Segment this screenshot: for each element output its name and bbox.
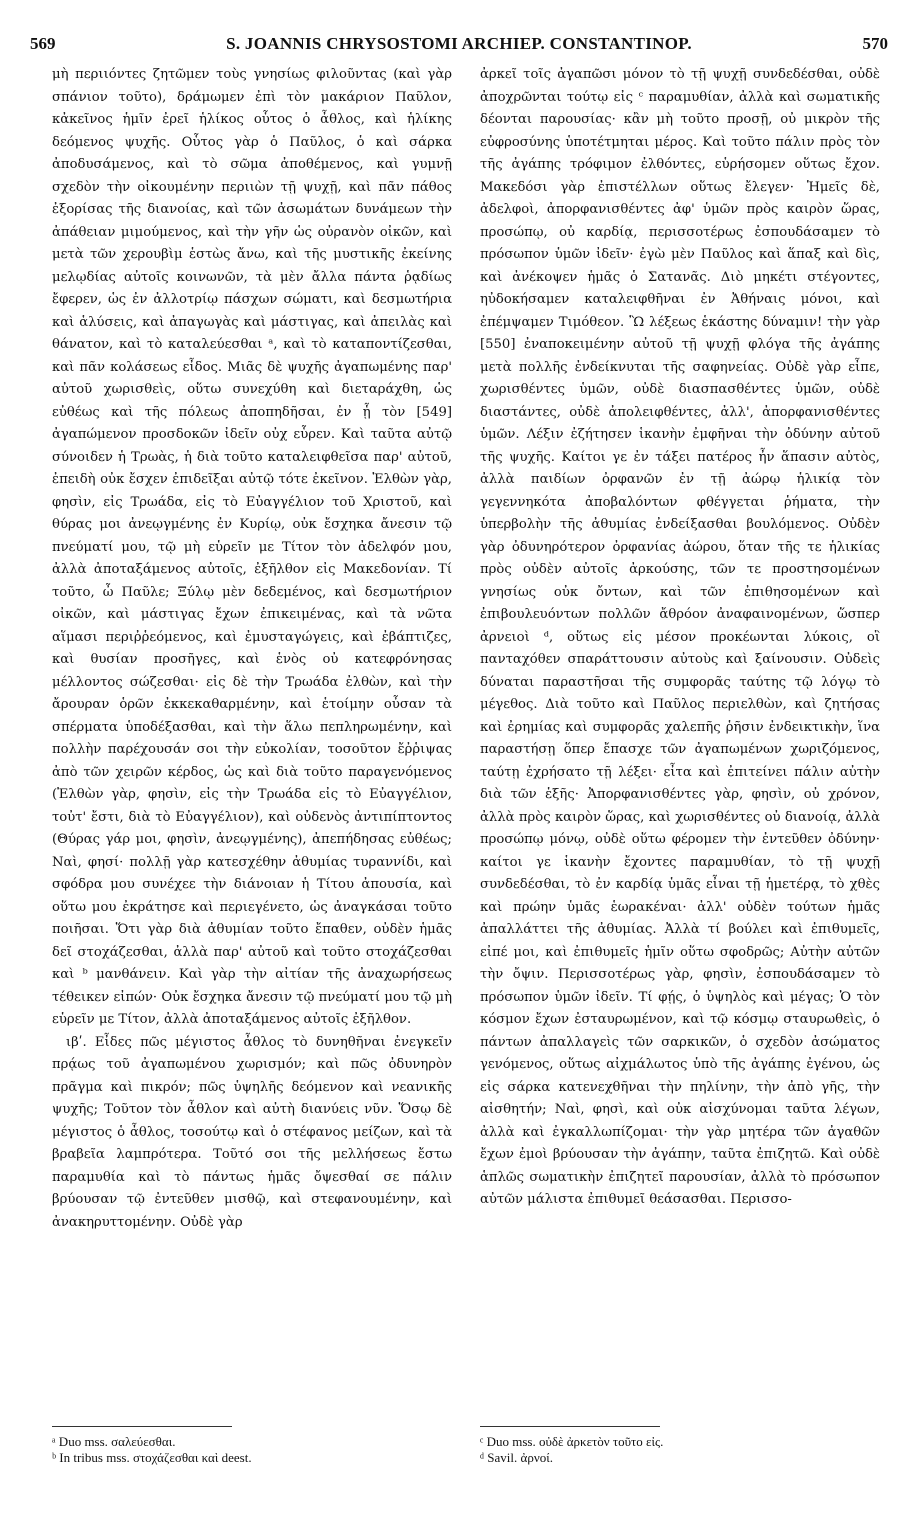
left-column — [52, 64, 452, 1234]
page-header — [30, 34, 888, 58]
page-number-right: 570 — [862, 34, 888, 53]
running-title: S. JOANNIS CHRYSOSTOMI ARCHIEP. CONSTANTINOP. — [226, 34, 692, 53]
footnote: ᵃ Duo mss. σαλεύεσθαι. — [52, 1434, 176, 1449]
footnote-rule-right — [480, 1426, 660, 1427]
footnote: ᵇ In tribus mss. στοχάζεσθαι καὶ deest. — [52, 1450, 252, 1465]
left-paragraph: ιβʹ. Εἶδες πῶς μέγιστος ἆθλος τὸ δυνηθῆναι ἐνεγκεῖν πρᾴως τοῦ ἀγαπωμένου χωρισμόν; καὶ πῶς ὀδυνηρὸν πρᾶγμα καὶ πικρόν; πῶς ὑψηλῆς δεόμενον καὶ νεανικῆς ψυχῆς; Τοῦτον τὸν ἆθλον καὶ αὐτὴ διανύεις νῦν. Ὅσῳ δὲ μέγιστος ὁ ἆθλος, τοσούτῳ καὶ ὁ στέφανος μείζων, καὶ τὰ βραβεῖα λαμπρότερα. Τοῦτό σοι τῆς μελλήσεως ἔστω παραμυθία καὶ τὸ πάντως ἡμᾶς ὄψεσθαί σε πάλιν βρύουσαν τῷ ἐντεῦθεν μισθῷ, καὶ στεφανουμένην, καὶ ἀνακηρυττομένην. Οὐδὲ γὰρ — [52, 1034, 452, 1230]
left-paragraph: μὴ περιιόντες ζητῶμεν τοὺς γνησίως φιλοῦντας (καὶ γὰρ σπάνιον τοῦτο), δράμωμεν ἐπὶ τὸν μακάριον Παῦλον, κἀκεῖνος ἡμῖν ἐρεῖ ἡλίκος οὗτος ὁ ἆθλος, καὶ ἡλίκης δεόμενος ψυχῆς. Οὗτος γὰρ ὁ Παῦλος, ὁ καὶ σάρκα ἀποδυσάμενος, καὶ τὸ σῶμα ἀποθέμενος, καὶ γυμνῇ σχεδὸν τὴν οἰκουμένην περιιὼν τῇ ψυχῇ, καὶ πᾶν πάθος ἐξορίσας τῆς διανοίας, καὶ τῶν ἀσωμάτων δυνάμεων τὴν ἀπάθειαν μιμούμενος, καὶ τὴν γῆν ὡς οὐρανὸν οἰκῶν, καὶ μετὰ τῶν χερουβὶμ ἑστὼς ἄνω, καὶ τῆς μυστικῆς ἐκείνης μελῳδίας αὐτοῖς κοινωνῶν, τὰ μὲν ἄλλα πάντα ῥᾳδίως ἔφερεν, ὡς ἐν ἀλλοτρίῳ πάσχων σώματι, καὶ δεσμωτήρια καὶ ἁλύσεις, καὶ ἀπαγωγὰς καὶ μάστιγας, καὶ ἀπειλὰς καὶ θάνατον, καὶ τὸ καταλεύεσθαι ᵃ, καὶ τὸ καταποντίζεσθαι, καὶ πᾶν κολάσεως εἶδος. Μιᾶς δὲ ψυχῆς ἀγαπωμένης παρ' αὐτοῦ χωρισθεὶς, οὕτω συνεχύθη καὶ διεταράχθη, ὡς εὐθέως καὶ τῆς πόλεως ἀποπηδῆσαι, ἐν ᾗ τὸν [549] ἀγαπώμενον προσδοκῶν ἰδεῖν οὐχ εὗρεν. Καὶ ταῦτα αὐτῷ σύνοιδεν ἡ Τρωὰς, ἡ διὰ τοῦτο καταλειφθεῖσα παρ' αὐτοῦ, ἐπειδὴ οὐκ ἔσχεν ἐπιδεῖξαι αὐτῷ τότε ἐκεῖνον. Ἐλθὼν γὰρ, φησὶν, εἰς Τρωάδα, εἰς τὸ Εὐαγγέλιον τοῦ Χριστοῦ, καὶ θύρας μοι ἀνεῳγμένης ἐν Κυρίῳ, οὐκ ἔσχηκα ἄνεσιν τῷ πνεύματί μου, τῷ μὴ εὑρεῖν με Τίτον τὸν ἀδελφόν μου, ἀλλὰ ἀποταξάμενος αὐτοῖς, ἐξῆλθον εἰς Μακεδονίαν. Τί τοῦτο, ὦ Παῦλε; Ξύλῳ μὲν δεδεμένος, καὶ δεσμωτήριον οἰκῶν, καὶ μάστιγας ἔχων ἐπικειμένας, καὶ τὰ νῶτα αἵμασι περιῤῥεόμενος, καὶ ἐμυσταγώγεις, καὶ ἐβάπτιζες, καὶ θυσίαν προσῆγες, καὶ ἑνὸς οὐ κατεφρόνησας μέλλοντος σώζεσθαι· εἰς δὲ τὴν Τρωάδα ἐλθὼν, καὶ τὴν ἄρουραν ὁρῶν ἐκκεκαθαρμένην, καὶ ἑτοίμην οὖσαν τὰ σπέρματα ὑποδέξασθαι, καὶ τὴν ἅλω πεπληρωμένην, καὶ πολλὴν παρέχουσάν σοι τὴν εὐκολίαν, τοσοῦτον ἔῤῥιψας ἀπὸ τῶν χειρῶν κέρδος, ὡς καὶ διὰ τοῦτο παραγενόμενος (Ἐλθὼν γὰρ, φησὶν, εἰς τὴν Τρωάδα εἰς τὸ Εὐαγγέλιον, τοὐτ' ἔστι, διὰ τὸ Εὐαγγέλιον), καὶ οὐδενὸς ἀντιπίπτοντος (Θύρας γάρ μοι, φησὶν, ἀνεῳγμένης), ἀπεπήδησας εὐθέως; Ναὶ, φησί· πολλῇ γὰρ κατεσχέθην ἀθυμίας τυραννίδι, καὶ σφόδρα μου συνέχεε τὴν διάνοιαν ἡ Τίτου ἀπουσία, καὶ οὕτω μου ἐκράτησε καὶ περιεγένετο, ὡς ἀναγκάσαι τοῦτο ποιῆσαι. Ὅτι γὰρ διὰ ἀθυμίαν τοῦτο ἔπαθεν, οὐδὲν ἡμᾶς δεῖ στοχάζεσθαι, ἀλλὰ παρ' αὐτοῦ καὶ τοῦτο στοχάζεσθαι καὶ ᵇ μανθάνειν. Καὶ γὰρ τὴν αἰτίαν τῆς ἀναχωρήσεως τέθεικεν εἰπών· Οὐκ ἔσχηκα ἄνεσιν τῷ πνεύματί μου τῷ μὴ εὑρεῖν με Τίτον, ἀλλὰ ἀποταξάμενος αὐτοῖς ἐξῆλθον. — [52, 67, 452, 1027]
footnotes-right — [480, 1434, 663, 1466]
page-number-left: 569 — [30, 34, 56, 53]
footnotes-left — [52, 1434, 252, 1466]
right-paragraph: ἀρκεῖ τοῖς ἀγαπῶσι μόνον τὸ τῇ ψυχῇ συνδεδέσθαι, οὐδὲ ἀποχρῶνται τούτῳ εἰς ᶜ παραμυθίαν, ἀλλὰ καὶ σωματικῆς δέονται παρουσίας· κἂν μὴ τοῦτο προσῇ, οὐ μικρὸν τῆς εὐφροσύνης ὑποτέτμηται μέρος. Καὶ τοῦτο πάλιν πρὸς τὸν τῆς ἀγάπης τρόφιμον ἐλθόντες, εὑρήσομεν οὕτως ἔχον. Μακεδόσι γὰρ ἐπιστέλλων οὕτως ἔλεγεν· Ἡμεῖς δὲ, ἀδελφοὶ, ἀπορφανισθέντες ἀφ' ὑμῶν πρὸς καιρὸν ὥρας, προσώπῳ, οὐ καρδίᾳ, περισσοτέρως ἐσπουδάσαμεν τὸ πρόσωπον ὑμῶν ἰδεῖν· ἐγὼ μὲν Παῦλος καὶ ἅπαξ καὶ δὶς, καὶ ἀνέκοψεν ἡμᾶς ὁ Σατανᾶς. Διὸ μηκέτι στέγοντες, ηὐδοκήσαμεν καταλειφθῆναι ἐν Ἀθήναις μόνοι, καὶ ἐπέμψαμεν Τιμόθεον. Ὢ λέξεως ἑκάστης δύναμιν! τὴν γὰρ [550] ἐναποκειμένην αὐτοῦ τῇ ψυχῇ φλόγα τῆς ἀγάπης μετὰ πολλῆς ἐνδείκνυται τῆς σαφηνείας. Οὐδὲ γὰρ εἶπε, χωρισθέντες ὑμῶν, οὐδὲ διασπασθέντες ὑμῶν, οὐδὲ διαστάντες, οὐδὲ ἀπολειφθέντες, ἀλλ', ἀπορφανισθέντες ὑμῶν. Λέξιν ἐζήτησεν ἱκανὴν ἐμφῆναι τὴν ὀδύνην αὐτοῦ τῆς ψυχῆς. Καίτοι γε ἐν τάξει πατέρος ἦν ἅπασιν αὐτὸς, ἀλλὰ παιδίων ὀρφανῶν ἐν τῇ ἀώρῳ ἡλικίᾳ τὸν γεγεννηκότα ἀποβαλόντων φθέγγεται ῥήματα, τὴν ὑπερβολὴν τῆς ἀθυμίας ἐνδείξασθαι βουλόμενος. Οὐδὲν γὰρ ὀδυνηρότερον ὀρφανίας ἀώρου, ὅταν τῆς τε ἡλικίας πρὸς οὐδὲν αὐτοῖς ἀρκούσης, τῶν τε προστησομένων γνησίως οὐκ ὄντων, καὶ τῶν ἐπιθησομένων καὶ ἐπιβουλευόντων πολλῶν ἄθρόον ἀναφαινομένων, ὥσπερ ἀρνειοὶ ᵈ, οὕτως εἰς μέσον προκέωνται λύκοις, οἳ πανταχόθεν σπαράττουσιν αὐτοὺς καὶ ξαίνουσιν. Οὐδεὶς δύναται παραστῆσαι τῆς συμφορᾶς ταύτης τῷ λόγῳ τὸ μέγεθος. Διὰ τοῦτο καὶ Παῦλος περιελθὼν, καὶ ζητήσας καὶ ἐρημίας καὶ συμφορᾶς χαλεπῆς ῥῆσιν ἐνδεικτικὴν, ἵνα παραστήσῃ ὅπερ ἔπασχε τῶν ἀγαπωμένων χωριζόμενος, ταύτῃ ἐχρήσατο τῇ λέξει· εἶτα καὶ ἐπιτείνει πάλιν αὐτὴν διὰ τῶν ἑξῆς· Ἀπορφανισθέντες γὰρ, φησὶν, οὐ χρόνον, ἀλλὰ πρὸς καιρὸν ὥρας, καὶ χωρισθέντες οὐ διανοίᾳ, ἀλλὰ προσώπῳ μόνῳ, οὐδὲ οὕτω φέρομεν τὴν ἐντεῦθεν ὀδύνην· καίτοι γε ἱκανὴν ἔχοντες παραμυθίαν, τὸ τῇ ψυχῇ συνδεδέσθαι, τὸ ἐν καρδίᾳ ὑμᾶς εἶναι τῇ ἡμετέρᾳ, τὸ χθὲς καὶ πρώην ὑμᾶς ἑωρακέναι· ἀλλ' οὐδὲν τούτων ἡμᾶς ἀπαλλάττει τῆς ἀθυμίας. Ἀλλὰ τί βούλει καὶ ἐπιθυμεῖς, εἰπέ μοι, καὶ ἐπιθυμεῖς ἡμῖν οὕτω σφοδρῶς; Αὐτὴν αὐτῶν τὴν ὄψιν. Περισσοτέρως γὰρ, φησὶν, ἐσπουδάσαμεν τὸ πρόσωπον ὑμῶν ἰδεῖν. Τί φῄς, ὁ ὑψηλὸς καὶ μέγας; Ὁ τὸν κόσμον ἔχων ἐσταυρωμένον, καὶ τῷ κόσμῳ σταυρωθεὶς, ὁ πάντων ἀπαλλαγεὶς τῶν σαρκικῶν, ὁ σχεδὸν ἀσώματος γενόμενος, οὕτως αἰχμάλωτος ὑπὸ τῆς ἀγάπης ἐγένου, ὡς εἰς σάρκα κατενεχθῆναι τὴν πηλίνην, τὴν ἀπὸ γῆς, τὴν αἰσθητήν; Ναὶ, φησὶ, καὶ οὐκ αἰσχύνομαι ταῦτα λέγων, ἀλλὰ καὶ ἐγκαλλωπίζομαι· τὴν γὰρ μητέρα τῶν ἀγαθῶν ἔχων ἐμοὶ βρύουσαν τὴν ἀγάπην, ταῦτα ἐπιζητῶ. Καὶ οὐδὲ ἁπλῶς σωματικὴν ἐπιζητεῖ παρουσίαν, ἀλλὰ τὸ πρόσωπον αὐτῶν μάλιστα ἐπιθυμεῖ θεάσασθαι. Περισσο- — [480, 67, 880, 1207]
right-column — [480, 64, 880, 1212]
footnote: ᶜ Duo mss. οὐδὲ ἀρκετὸν τοῦτο εἰς. — [480, 1434, 664, 1449]
footnote: ᵈ Savil. ἀρνοί. — [480, 1450, 553, 1465]
footnote-rule-left — [52, 1426, 232, 1427]
